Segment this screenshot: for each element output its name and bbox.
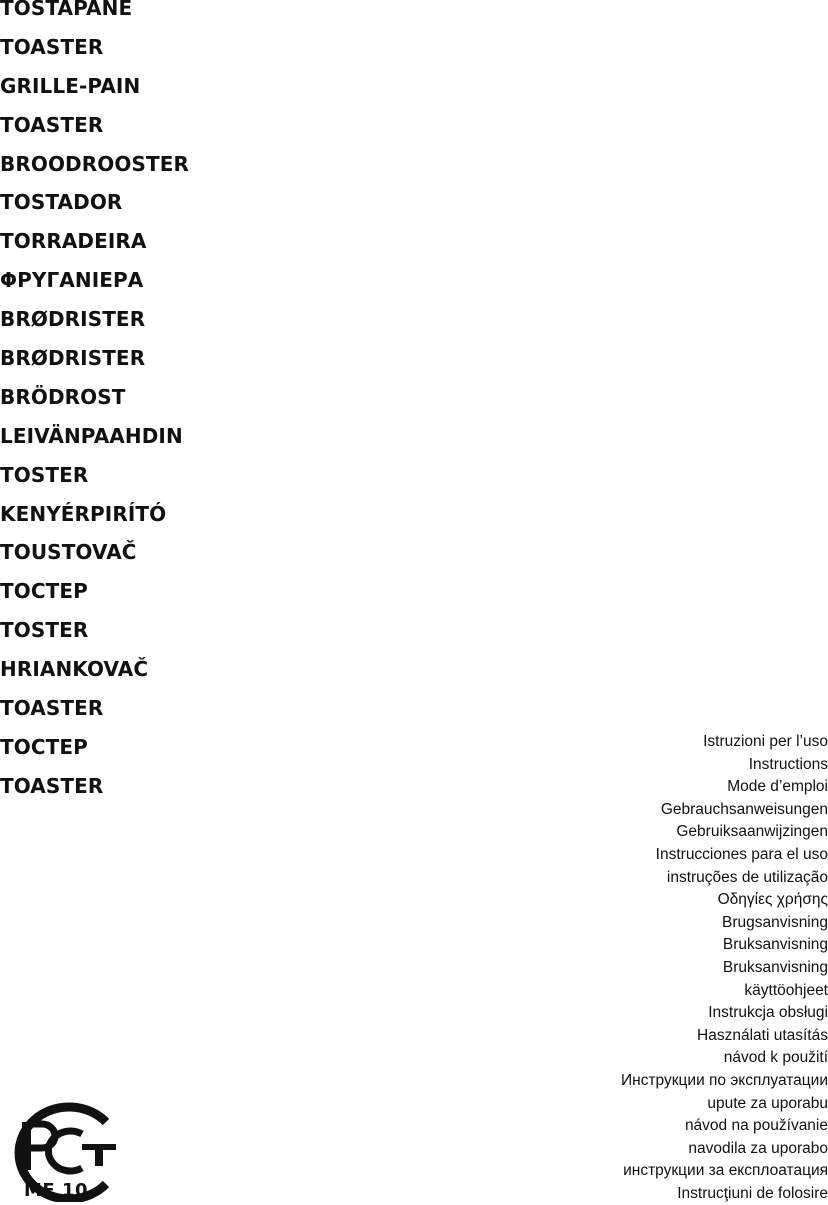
instruction-label: Gebruiksaanwijzingen	[676, 823, 828, 841]
product-title: BRØDRISTER	[0, 307, 146, 332]
instruction-label: navodila za uporabo	[688, 1139, 828, 1157]
instruction-label: Bruksanvisning	[722, 936, 828, 954]
product-title-list	[0, 0, 189, 806]
product-title: TOASTER	[0, 112, 104, 137]
product-title: BROODROOSTER	[0, 151, 189, 176]
product-title: KENYÉRPIRÍTÓ	[0, 501, 167, 526]
product-title: TORRADEIRA	[0, 229, 147, 254]
product-title: TOSTER	[0, 462, 89, 487]
instruction-label: Инструкции по эксплуатации	[621, 1071, 828, 1089]
product-title: BRØDRISTER	[0, 346, 146, 371]
product-title: ТОСТЕР	[0, 579, 88, 604]
instruction-label: Mode d’emploi	[727, 778, 828, 796]
certification-code: ME 10	[24, 1180, 89, 1201]
instruction-label: Használati utasítás	[697, 1026, 828, 1044]
instruction-label: návod k použití	[723, 1049, 828, 1067]
instruction-label: návod na používanie	[684, 1117, 828, 1135]
instruction-label: Bruksanvisning	[722, 958, 828, 976]
product-title: TOSTAPANE	[0, 0, 133, 20]
instruction-label: Instrucciones para el uso	[655, 845, 828, 863]
product-title: TOASTER	[0, 773, 104, 798]
product-title: TOUSTOVAČ	[0, 540, 137, 565]
instruction-label: Istruzioni per l’uso	[703, 733, 828, 750]
instruction-label: instruções de utilização	[666, 868, 828, 886]
product-title: TOSTER	[0, 618, 89, 643]
product-title: ΦΡΥΓΑΝΙΕΡΑ	[0, 268, 144, 293]
instruction-label-list	[621, 731, 828, 1205]
product-title: HRIANKOVAČ	[0, 657, 149, 682]
product-title: TOASTER	[0, 34, 104, 59]
product-title: ТОСТЕР	[0, 734, 88, 759]
product-title: BRÖDROST	[0, 384, 126, 409]
instruction-label: Brugsanvisning	[722, 913, 828, 931]
product-title: TOSTADOR	[0, 190, 123, 215]
instruction-label: käyttöohjeet	[744, 981, 828, 999]
product-title: GRILLE-PAIN	[0, 73, 141, 98]
instruction-label: Instrucţiuni de folosire	[677, 1184, 828, 1202]
instruction-label: Gebrauchsanweisungen	[660, 800, 828, 818]
instruction-label: upute za uporabu	[707, 1094, 828, 1112]
product-title: LEIVÄNPAAHDIN	[0, 423, 183, 448]
instruction-label: инструкции за експлоатация	[623, 1162, 828, 1180]
product-title: TOASTER	[0, 696, 104, 721]
instruction-label: Οδηγίες χρήσης	[717, 891, 828, 909]
instruction-label: Instrukcja obsługi	[708, 1004, 828, 1022]
instruction-label: Instructions	[748, 755, 828, 773]
